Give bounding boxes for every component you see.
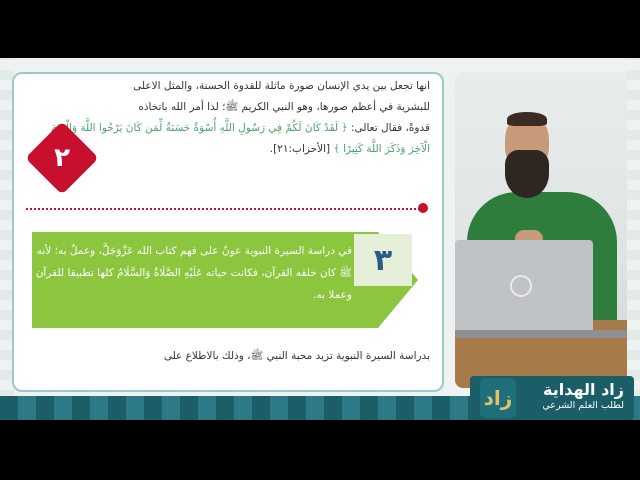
quran-verse: ﴿ لَقَدْ كَانَ لَكُمْ فِي رَسُولِ اللَّهِ أُسْوَةٌ حَسَنَةٌ لِّمَن كَانَ يَرْجُوا اللَّهَ وَالْيَوْمَ الْآخِرَ وَذَكَرَ اللَّهَ كَثِيرًا ﴾	[50, 122, 430, 155]
paragraph-four: بدراسة السيرة النبوية تزيد محبة النبي ﷺ، وذلك بالاطلاع على	[163, 350, 430, 362]
green-number-badge: ٣	[354, 234, 412, 286]
lesson-slide	[12, 72, 444, 392]
logo-title: زاد الهداية	[543, 380, 624, 399]
logo-emblem-icon: زاد	[480, 378, 516, 418]
p1-line1: انها تجعل بين يدي الإنسان صورة ماثلة للقدوة الحسنة، والمثل الاعلى	[133, 80, 430, 92]
presenter-hair	[507, 112, 547, 126]
divider-dot	[418, 203, 428, 213]
red-number-label: ٢	[54, 143, 70, 173]
paragraph-two	[30, 76, 430, 160]
laptop-base	[455, 330, 627, 338]
lecture-frame	[0, 58, 640, 420]
dotted-divider	[26, 208, 424, 210]
channel-logo	[480, 378, 626, 418]
p1-line3: قدوةً، فقال تعالى:	[350, 122, 430, 134]
paragraph-three: في دراسة السيرة النبوية عونٌ على فهم كتاب الله عَزَّوَجَلَّ، وعملٌ به؛ لأنه ﷺ كان خلقه القرآن، فكانت حياته عَلَيْهِ الصَّلَاةُ وَالسَّلَامُ كلها تطبيقا للقرآن وعملا به.	[35, 245, 352, 301]
verse-reference: [الأحزاب:٢١].	[269, 143, 331, 155]
logo-subtitle: لطلب العلم الشرعي	[542, 400, 624, 411]
p1-line2: للبشرية في أعظم صورها، وهو النبي الكريم ﷺ؛ لذا أمر الله باتخاذه	[138, 101, 430, 113]
presenter-beard	[505, 150, 549, 198]
presenter-video	[455, 72, 627, 388]
right-pattern	[626, 58, 640, 420]
laptop-logo-icon	[510, 275, 532, 297]
